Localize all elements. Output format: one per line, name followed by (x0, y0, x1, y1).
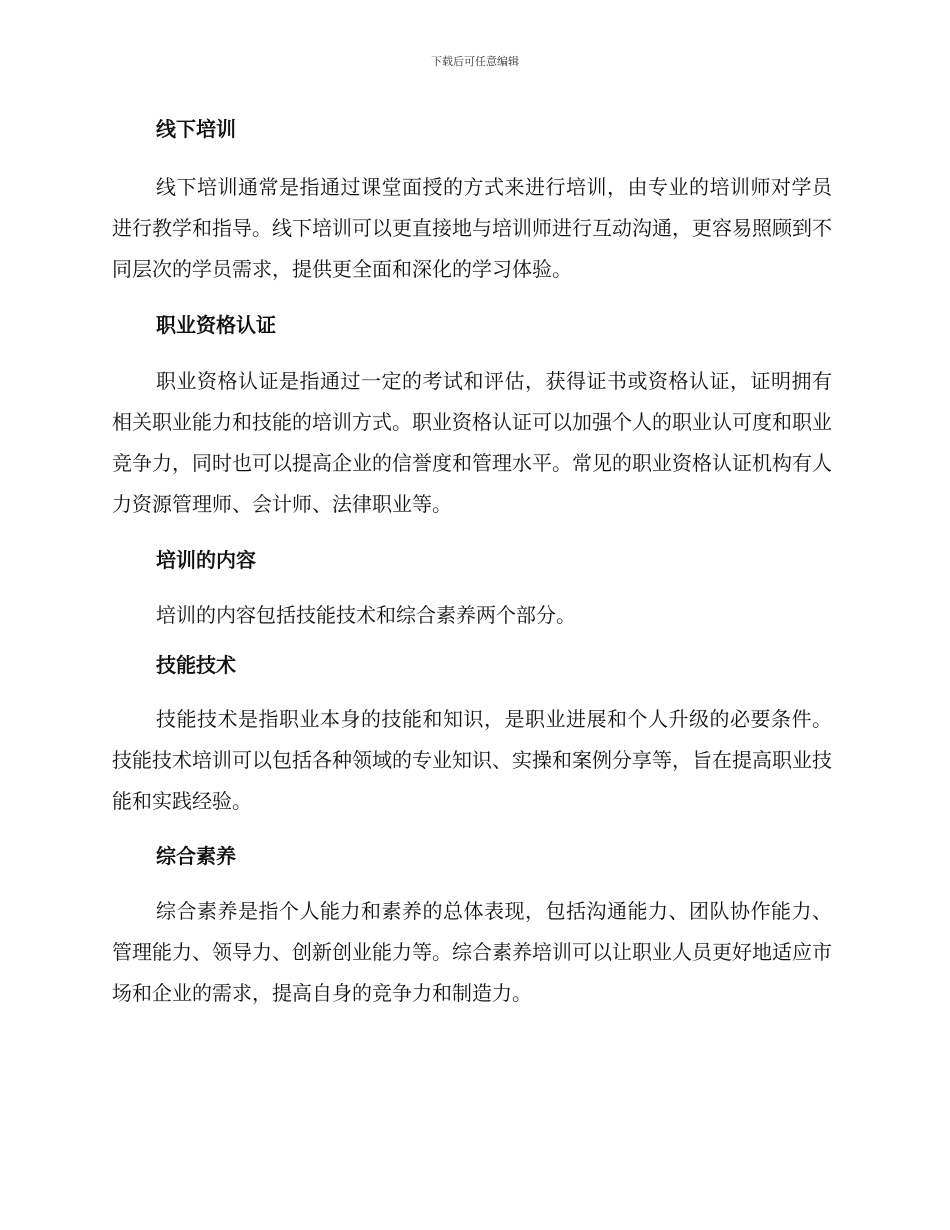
section-paragraph-training-content: 培训的内容包括技能技术和综合素养两个部分。 (156, 603, 576, 627)
section-paragraph-offline-training: 线下培训通常是指通过课堂面授的方式来进行培训，由专业的培训师对学员进行教学和指导。线下培训可以更直接地与培训师进行互动沟通，更容易照顾到不同层次的学员需求，提供更全面和深化的学习体验。 (112, 175, 832, 281)
document-body (112, 110, 832, 1014)
section-heading-vocational-certification: 职业资格认证 (156, 313, 276, 337)
section-heading-skills: 技能技术 (156, 653, 236, 677)
page-header: 下载后可任意编辑 (431, 55, 519, 68)
section-heading-offline-training: 线下培训 (156, 117, 236, 141)
section-paragraph-skills: 技能技术是指职业本身的技能和知识，是职业进展和个人升级的必要条件。技能技术培训可以包括各种领域的专业知识、实操和案例分享等，旨在提高职业技能和实践经验。 (112, 707, 832, 813)
section-heading-training-content: 培训的内容 (156, 548, 256, 572)
section-heading-comprehensive-quality: 综合素养 (156, 844, 236, 868)
section-paragraph-vocational-certification: 职业资格认证是指通过一定的考试和评估，获得证书或资格认证，证明拥有相关职业能力和技能的培训方式。职业资格认证可以加强个人的职业认可度和职业竞争力，同时也可以提高企业的信誉度和管理水平。常见的职业资格认证机构有人力资源管理师、会计师、法律职业等。 (112, 369, 832, 516)
section-paragraph-comprehensive-quality: 综合素养是指个人能力和素养的总体表现，包括沟通能力、团队协作能力、管理能力、领导力、创新创业能力等。综合素养培训可以让职业人员更好地适应市场和企业的需求，提高自身的竞争力和制造力。 (112, 899, 832, 1005)
